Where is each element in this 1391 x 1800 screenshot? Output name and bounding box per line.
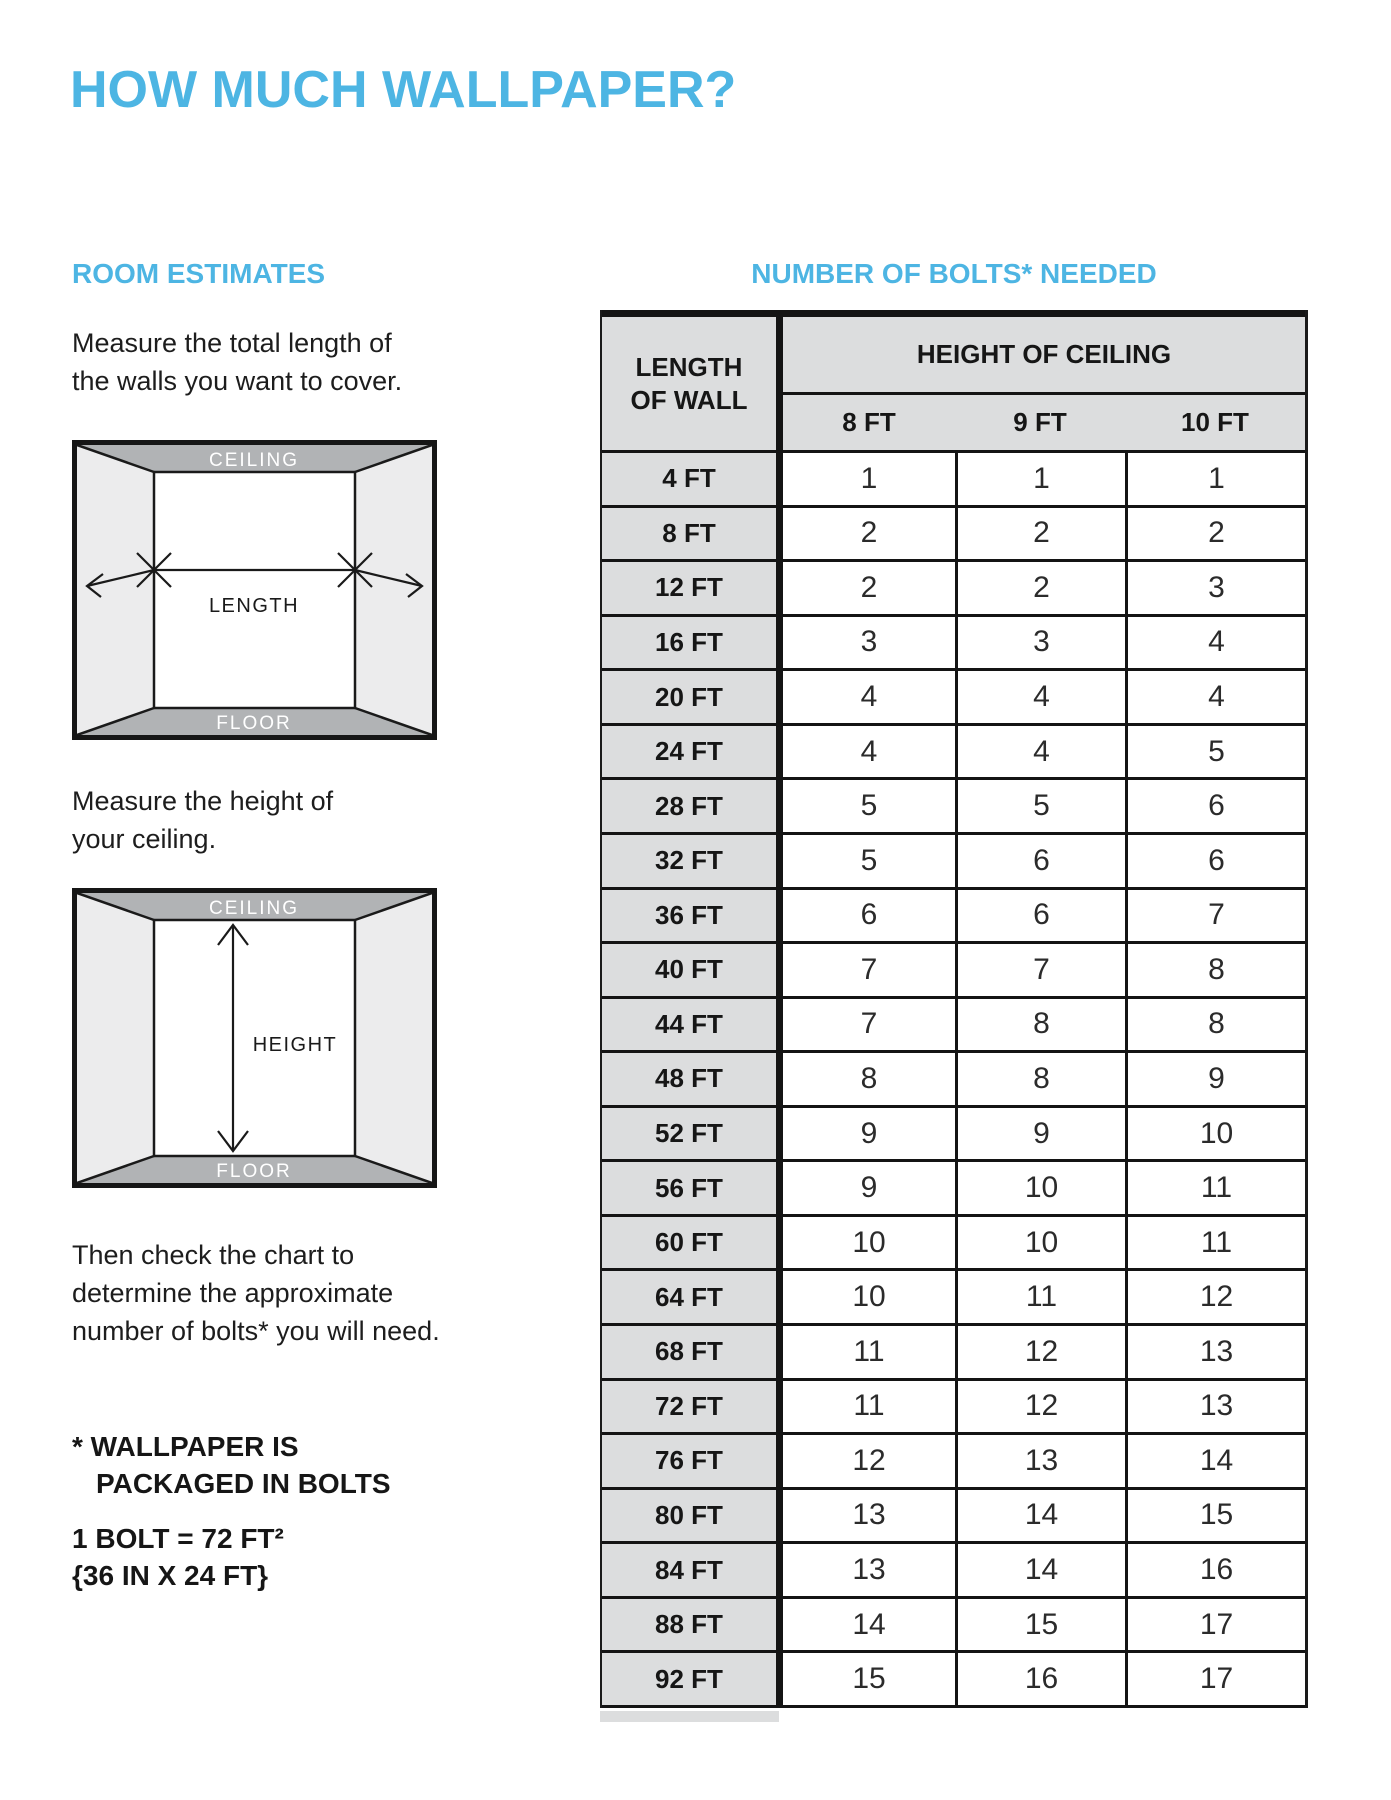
bolt-count-cell: 2: [1125, 508, 1305, 560]
row-label-cell: 92 FT: [602, 1653, 783, 1705]
table-row: [602, 1162, 1305, 1217]
ceiling-label: CEILING: [208, 450, 300, 471]
bolt-count-cell: 4: [955, 671, 1125, 723]
table-row: [602, 1108, 1305, 1163]
bolt-count-cell: 6: [1125, 835, 1305, 887]
bolt-count-cell: 14: [1125, 1435, 1305, 1487]
ceiling-label: CEILING: [208, 898, 300, 919]
paragraph-line: the walls you want to cover.: [72, 366, 403, 396]
bolt-count-cell: 11: [955, 1271, 1125, 1323]
bolt-count-cell: 1: [955, 453, 1125, 505]
row-label-cell: 72 FT: [602, 1381, 783, 1433]
paragraph-line: number of bolts* you will need.: [72, 1316, 440, 1346]
row-label-cell: 48 FT: [602, 1053, 783, 1105]
table-row: [602, 1653, 1305, 1708]
bolt-count-cell: 9: [783, 1108, 955, 1160]
bolt-count-cell: 7: [783, 999, 955, 1051]
bolt-count-cell: 11: [783, 1326, 955, 1378]
bolt-count-cell: 11: [1125, 1162, 1305, 1214]
bolt-count-cell: 7: [1125, 890, 1305, 942]
bolt-count-cell: 12: [1125, 1271, 1305, 1323]
table-row: [602, 617, 1305, 672]
table-header: [602, 317, 1305, 453]
room-diagram-height: [72, 888, 437, 1188]
paragraph-line: Then check the chart to: [72, 1240, 355, 1270]
right-wall-surface: [355, 893, 432, 1183]
row-label-cell: 16 FT: [602, 617, 783, 669]
bolt-count-cell: 5: [783, 835, 955, 887]
bolt-count-cell: 8: [1125, 944, 1305, 996]
bolt-count-cell: 8: [955, 1053, 1125, 1105]
column-group-header: [783, 317, 1305, 450]
bolt-size-info: [72, 1520, 284, 1594]
bolt-count-cell: 13: [783, 1490, 955, 1542]
table-row: [602, 1217, 1305, 1272]
row-label-cell: 12 FT: [602, 562, 783, 614]
bolt-count-cell: 12: [955, 1381, 1125, 1433]
table-row: [602, 944, 1305, 999]
row-label-cell: 4 FT: [602, 453, 783, 505]
bolt-info-line: 1 BOLT = 72 FT²: [72, 1523, 284, 1554]
row-label-cell: 32 FT: [602, 835, 783, 887]
table-row: [602, 508, 1305, 563]
bolt-count-cell: 10: [783, 1217, 955, 1269]
bolt-count-cell: 1: [783, 453, 955, 505]
table-row: [602, 726, 1305, 781]
bolt-count-cell: 8: [955, 999, 1125, 1051]
paragraph-line: determine the approximate: [72, 1278, 394, 1308]
row-label-cell: 28 FT: [602, 780, 783, 832]
bolt-count-cell: 2: [783, 508, 955, 560]
left-wall-surface: [77, 893, 154, 1183]
bolt-count-cell: 2: [955, 562, 1125, 614]
bolt-count-cell: 14: [955, 1490, 1125, 1542]
bolts-needed-table: [600, 310, 1308, 1708]
table-row: [602, 1381, 1305, 1436]
column-header-8ft: 8 FT: [842, 407, 896, 437]
row-label-cell: 44 FT: [602, 999, 783, 1051]
height-of-ceiling-header-cell: HEIGHT OF CEILING: [783, 317, 1305, 395]
paragraph-line: Measure the height of: [72, 786, 334, 816]
column-header-10ft: 10 FT: [1181, 407, 1249, 437]
bolts-needed-heading: NUMBER OF BOLTS* NEEDED: [751, 258, 1157, 289]
bolt-count-cell: 5: [1125, 726, 1305, 778]
table-row: [602, 1326, 1305, 1381]
bolt-count-cell: 4: [783, 726, 955, 778]
bolt-count-cell: 11: [1125, 1217, 1305, 1269]
room-estimates-heading: ROOM ESTIMATES: [72, 258, 326, 289]
bolt-count-cell: 7: [783, 944, 955, 996]
bolt-count-cell: 6: [1125, 780, 1305, 832]
bolt-count-cell: 4: [783, 671, 955, 723]
bolt-count-cell: 14: [955, 1544, 1125, 1596]
bolt-count-cell: 15: [783, 1653, 955, 1705]
table-row: [602, 562, 1305, 617]
row-label-cell: 8 FT: [602, 508, 783, 560]
footnote-line: PACKAGED IN BOLTS: [96, 1468, 391, 1499]
table-row: [602, 1053, 1305, 1108]
column-headers-row: [783, 395, 1305, 450]
paragraph-line: your ceiling.: [72, 824, 217, 854]
row-label-cell: 20 FT: [602, 671, 783, 723]
row-group-header-line: OF WALL: [630, 384, 748, 415]
table-row: [602, 890, 1305, 945]
table-row: [602, 1599, 1305, 1654]
bolt-count-cell: 11: [783, 1381, 955, 1433]
bolt-count-cell: 4: [1125, 617, 1305, 669]
paragraph-line: Measure the total length of: [72, 328, 392, 358]
footnote-line: * WALLPAPER IS: [72, 1431, 299, 1462]
floor-label: FLOOR: [216, 1161, 292, 1182]
table-row: [602, 453, 1305, 508]
bolt-count-cell: 12: [955, 1326, 1125, 1378]
bolt-count-cell: 17: [1125, 1653, 1305, 1705]
length-label: LENGTH: [208, 595, 300, 617]
table-row: [602, 999, 1305, 1054]
bolt-info-line: {36 IN X 24 FT}: [72, 1560, 269, 1591]
table-row: [602, 780, 1305, 835]
measure-length-paragraph: [72, 324, 402, 400]
table-row: [602, 1490, 1305, 1545]
row-label-cell: 88 FT: [602, 1599, 783, 1651]
bolt-count-cell: 5: [783, 780, 955, 832]
table-row: [602, 671, 1305, 726]
bolt-count-cell: 9: [955, 1108, 1125, 1160]
row-label-cell: 52 FT: [602, 1108, 783, 1160]
bolt-count-cell: 3: [783, 617, 955, 669]
bolt-count-cell: 10: [783, 1271, 955, 1323]
bolt-count-cell: 10: [1125, 1108, 1305, 1160]
bolt-count-cell: 3: [955, 617, 1125, 669]
bolt-count-cell: 1: [1125, 453, 1305, 505]
bolt-count-cell: 13: [1125, 1381, 1305, 1433]
measure-height-paragraph: [72, 782, 333, 858]
height-label: HEIGHT: [252, 1034, 338, 1056]
bolt-count-cell: 4: [955, 726, 1125, 778]
table-row: [602, 1271, 1305, 1326]
bolt-count-cell: 13: [955, 1435, 1125, 1487]
bolt-count-cell: 15: [1125, 1490, 1305, 1542]
row-group-header-cell: [602, 317, 783, 450]
room-diagram-length: [72, 440, 437, 740]
check-chart-paragraph: [72, 1236, 440, 1350]
row-label-cell: 68 FT: [602, 1326, 783, 1378]
bolt-count-cell: 13: [783, 1544, 955, 1596]
bolt-count-cell: 10: [955, 1162, 1125, 1214]
bolt-count-cell: 4: [1125, 671, 1305, 723]
bolts-footnote: [72, 1428, 391, 1502]
row-label-cell: 36 FT: [602, 890, 783, 942]
room-perspective-drawing: [77, 893, 432, 1183]
back-wall-surface: [154, 472, 355, 708]
bolt-count-cell: 2: [955, 508, 1125, 560]
table-row: [602, 1544, 1305, 1599]
bolt-count-cell: 17: [1125, 1599, 1305, 1651]
row-label-cell: 40 FT: [602, 944, 783, 996]
bolt-count-cell: 9: [1125, 1053, 1305, 1105]
bolt-count-cell: 7: [955, 944, 1125, 996]
bolt-count-cell: 13: [1125, 1326, 1305, 1378]
floor-label: FLOOR: [216, 713, 292, 734]
right-wall-surface: [355, 445, 432, 735]
table-row: [602, 1435, 1305, 1490]
bolt-count-cell: 12: [783, 1435, 955, 1487]
room-perspective-drawing: [77, 445, 432, 735]
row-label-cell: 24 FT: [602, 726, 783, 778]
row-label-cell: 84 FT: [602, 1544, 783, 1596]
table-body: [602, 453, 1305, 1708]
bolt-count-cell: 14: [783, 1599, 955, 1651]
bolt-count-cell: 3: [1125, 562, 1305, 614]
table-row: [602, 835, 1305, 890]
left-wall-surface: [77, 445, 154, 735]
bolt-count-cell: 2: [783, 562, 955, 614]
bolt-count-cell: 8: [783, 1053, 955, 1105]
row-label-cell: 56 FT: [602, 1162, 783, 1214]
bolt-count-cell: 15: [955, 1599, 1125, 1651]
bolt-count-cell: 16: [955, 1653, 1125, 1705]
column-header-9ft: 9 FT: [1013, 407, 1067, 437]
bolt-count-cell: 10: [955, 1217, 1125, 1269]
row-label-cell: 60 FT: [602, 1217, 783, 1269]
table-top-border: [602, 310, 1305, 317]
row-label-cell: 64 FT: [602, 1271, 783, 1323]
bolt-count-cell: 5: [955, 780, 1125, 832]
row-group-header-line: LENGTH: [635, 351, 743, 382]
bolt-count-cell: 6: [783, 890, 955, 942]
bolt-count-cell: 8: [1125, 999, 1305, 1051]
page-title: HOW MUCH WALLPAPER?: [70, 61, 737, 119]
bolt-count-cell: 9: [783, 1162, 955, 1214]
table-footer-stub: [600, 1711, 779, 1722]
bolt-count-cell: 6: [955, 890, 1125, 942]
bolt-count-cell: 16: [1125, 1544, 1305, 1596]
bolt-count-cell: 6: [955, 835, 1125, 887]
row-label-cell: 80 FT: [602, 1490, 783, 1542]
row-label-cell: 76 FT: [602, 1435, 783, 1487]
